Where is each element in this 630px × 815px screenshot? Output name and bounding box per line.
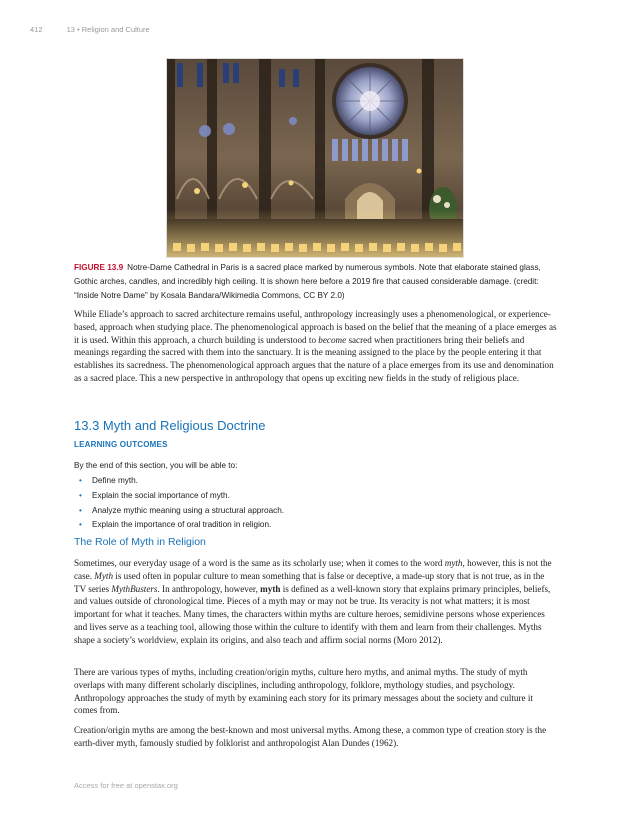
paragraph-creation-myths: Creation/origin myths are among the best-known and most universal myths. Among these, a common type of creation story is the earth-diver myth, famously studied by folklorist and anthropologist Alan Dundes (1962).: [74, 725, 547, 748]
subsection-heading: The Role of Myth in Religion: [74, 536, 206, 548]
learning-outcomes-heading: LEARNING OUTCOMES: [74, 440, 168, 449]
list-item: • Analyze mythic meaning using a structural approach.: [74, 504, 284, 519]
list-item: • Define myth.: [74, 474, 284, 489]
paragraph-types-of-myths: There are various types of myths, including creation/origin myths, culture hero myths, and animal myths. The study of myth overlaps with many different scholarly disciplines, including anthropology, folklore, mythology studies, and psychology. Anthropology approaches the study of myth by examining each story for its primary messages about the society and culture it comes from.: [74, 667, 533, 716]
figure-label: FIGURE 13.9: [74, 263, 124, 272]
page-footer: Access for free at openstax.org: [74, 781, 178, 790]
paragraph-myth-definition: Sometimes, our everyday usage of a word is the same as its scholarly use; when it comes to the word myth, however, this is not the case. Myth is used often in popular culture to mean something that is false or deceptive, a made-up story that is not true, as in the TV series MythBusters. In anthropology, however, myth is defined as a well-known story that explains primary principles, beliefs, and values outside of chronological time. Pieces of a myth may or may not be true. Its veracity is not what matters; it is most important for what it teaches. Many times, the characters within myths are culture heroes, semidivine persons whose experiences and lives serve as a teaching tool, allowing those within the culture to identify with them and learn from their challenges. Myths shape a society’s worldview, explain its origins, and also teach and affirm social norms (Moro 2012).: [74, 558, 552, 645]
list-item: • Explain the social importance of myth.: [74, 489, 284, 504]
figure-photo-cathedral-interior: [166, 58, 464, 258]
learning-outcomes-intro: By the end of this section, you will be able to:: [74, 461, 238, 470]
learning-outcomes-list: [74, 474, 284, 533]
chapter-title: 13 • Religion and Culture: [66, 25, 150, 34]
figure-caption: [74, 261, 556, 303]
section-heading: 13.3 Myth and Religious Doctrine: [74, 418, 266, 433]
paragraph-phenomenological: While Eliade’s approach to sacred architecture remains useful, anthropology increasingly uses a phenomenological, or experience-based, approach when studying place. The phenomenological approach is based on the belief that the meaning of a place emerges as it is used. Within this approach, a church building is understood to become sacred when practitioners bring their beliefs and meanings regarding the sacred with them into the sanctuary. It is the meaning assigned to the place by the people entering it that establishes its sacredness. The phenomenological approach argues that the nature of a place emerges from its use and denomination as a sacred place. This a new perspective in anthropology that opens up exciting new fields in the study of religious place.: [74, 309, 557, 383]
page-number: 412: [30, 25, 43, 34]
list-item: • Explain the importance of oral tradition in religion.: [74, 518, 284, 533]
figure-caption-text: Notre-Dame Cathedral in Paris is a sacred place marked by numerous symbols. Note that elaborate stained glass, Gothic arches, candles, and incredibly high ceiling. It is shown here before a 2019 fire that caused considerable damage. (credit: “Inside Notre Dame” by Kosala Bandara/Wikimedia Commons, CC BY 2.0): [74, 263, 541, 300]
running-header: [30, 25, 150, 34]
